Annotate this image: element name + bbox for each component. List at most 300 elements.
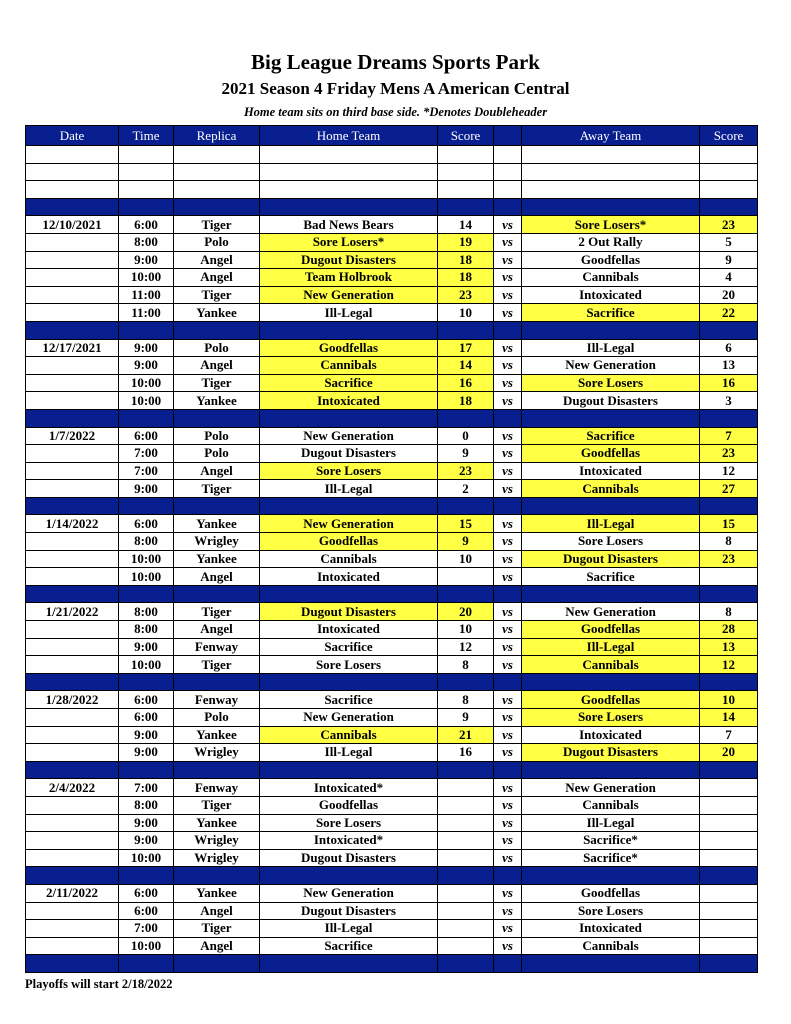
game-date [26, 796, 119, 814]
vs-label: vs [494, 884, 522, 902]
home-score [438, 937, 494, 955]
vs-label: vs [494, 286, 522, 304]
home-score: 18 [438, 392, 494, 410]
away-team: Cannibals [522, 656, 700, 674]
vs-label: vs [494, 638, 522, 656]
home-score: 9 [438, 445, 494, 463]
game-field: Angel [174, 269, 260, 287]
game-time: 7:00 [119, 445, 174, 463]
vs-label: vs [494, 304, 522, 322]
game-field: Yankee [174, 884, 260, 902]
game-date [26, 251, 119, 269]
game-row [26, 374, 758, 392]
home-score [438, 849, 494, 867]
away-team: Cannibals [522, 796, 700, 814]
away-team: Sacrifice [522, 568, 700, 586]
game-time: 6:00 [119, 515, 174, 533]
game-field: Tiger [174, 286, 260, 304]
schedule-note: Home team sits on third base side. *Denotes Doubleheader [243, 105, 548, 119]
away-score: 14 [700, 709, 758, 727]
away-team: Sacrifice [522, 427, 700, 445]
game-time: 9:00 [119, 339, 174, 357]
away-team: Sore Losers* [522, 216, 700, 234]
game-date [26, 656, 119, 674]
away-score: 12 [700, 656, 758, 674]
vs-label: vs [494, 814, 522, 832]
away-score: 13 [700, 357, 758, 375]
home-score [438, 779, 494, 797]
game-row [26, 691, 758, 709]
game-field: Wrigley [174, 744, 260, 762]
game-field: Angel [174, 937, 260, 955]
away-score: 28 [700, 621, 758, 639]
game-row [26, 814, 758, 832]
game-date [26, 937, 119, 955]
game-row [26, 796, 758, 814]
away-team: Intoxicated [522, 286, 700, 304]
game-field: Polo [174, 233, 260, 251]
game-row [26, 445, 758, 463]
away-team: Intoxicated [522, 726, 700, 744]
away-team: Ill-Legal [522, 339, 700, 357]
game-time: 6:00 [119, 216, 174, 234]
game-time: 8:00 [119, 533, 174, 551]
game-time: 9:00 [119, 744, 174, 762]
game-time: 7:00 [119, 920, 174, 938]
away-team: Goodfellas [522, 621, 700, 639]
game-row [26, 462, 758, 480]
vs-label: vs [494, 849, 522, 867]
game-field: Fenway [174, 638, 260, 656]
game-date [26, 304, 119, 322]
home-team: Ill-Legal [260, 304, 438, 322]
away-score [700, 779, 758, 797]
home-score: 8 [438, 691, 494, 709]
game-date [26, 744, 119, 762]
home-team: Bad News Bears [260, 216, 438, 234]
home-team: New Generation [260, 286, 438, 304]
vs-label: vs [494, 233, 522, 251]
home-team: Intoxicated* [260, 779, 438, 797]
game-field: Polo [174, 427, 260, 445]
vs-label: vs [494, 427, 522, 445]
game-field: Tiger [174, 920, 260, 938]
vs-label: vs [494, 392, 522, 410]
game-time: 10:00 [119, 656, 174, 674]
game-row [26, 304, 758, 322]
vs-label: vs [494, 726, 522, 744]
home-team: Cannibals [260, 726, 438, 744]
away-score [700, 902, 758, 920]
game-field: Angel [174, 462, 260, 480]
home-team: Intoxicated [260, 621, 438, 639]
away-score [700, 920, 758, 938]
home-team: Dugout Disasters [260, 902, 438, 920]
game-row [26, 392, 758, 410]
vs-label: vs [494, 709, 522, 727]
game-row [26, 480, 758, 498]
game-row [26, 832, 758, 850]
home-score: 10 [438, 550, 494, 568]
game-time: 8:00 [119, 621, 174, 639]
col-time: Time [119, 126, 174, 146]
vs-label: vs [494, 462, 522, 480]
blank-row [26, 146, 758, 164]
game-row [26, 709, 758, 727]
game-date: 1/14/2022 [26, 515, 119, 533]
game-row [26, 849, 758, 867]
game-field: Tiger [174, 656, 260, 674]
away-team: Goodfellas [522, 691, 700, 709]
home-team: New Generation [260, 709, 438, 727]
home-team: Sacrifice [260, 638, 438, 656]
week-separator [26, 198, 758, 216]
game-time: 11:00 [119, 286, 174, 304]
home-score [438, 902, 494, 920]
game-time: 10:00 [119, 550, 174, 568]
game-row [26, 744, 758, 762]
home-team: Goodfellas [260, 339, 438, 357]
home-score [438, 796, 494, 814]
game-field: Wrigley [174, 832, 260, 850]
game-field: Polo [174, 339, 260, 357]
home-score: 9 [438, 709, 494, 727]
home-score: 10 [438, 304, 494, 322]
game-date [26, 726, 119, 744]
game-row [26, 656, 758, 674]
game-time: 6:00 [119, 884, 174, 902]
game-field: Polo [174, 445, 260, 463]
home-team: Ill-Legal [260, 920, 438, 938]
vs-label: vs [494, 603, 522, 621]
vs-label: vs [494, 445, 522, 463]
vs-label: vs [494, 832, 522, 850]
game-date [26, 533, 119, 551]
col-replica: Replica [174, 126, 260, 146]
game-date [26, 849, 119, 867]
away-score: 16 [700, 374, 758, 392]
away-score: 8 [700, 533, 758, 551]
home-score: 16 [438, 744, 494, 762]
vs-label: vs [494, 480, 522, 498]
game-field: Wrigley [174, 849, 260, 867]
col-vs [494, 126, 522, 146]
game-field: Fenway [174, 779, 260, 797]
blank-row [26, 163, 758, 181]
week-separator [26, 761, 758, 779]
game-time: 9:00 [119, 832, 174, 850]
home-score: 17 [438, 339, 494, 357]
col-away-score: Score [700, 126, 758, 146]
game-field: Tiger [174, 216, 260, 234]
playoffs-note: Playoffs will start 2/18/2022 [25, 977, 173, 991]
away-score [700, 568, 758, 586]
header-row [26, 126, 758, 146]
game-date: 2/4/2022 [26, 779, 119, 797]
home-team: Sore Losers* [260, 233, 438, 251]
week-separator [26, 867, 758, 885]
game-time: 6:00 [119, 902, 174, 920]
away-team: Sacrifice* [522, 832, 700, 850]
game-date [26, 374, 119, 392]
game-time: 6:00 [119, 691, 174, 709]
away-team: Cannibals [522, 269, 700, 287]
col-home-score: Score [438, 126, 494, 146]
away-team: Sacrifice [522, 304, 700, 322]
vs-label: vs [494, 656, 522, 674]
game-field: Tiger [174, 374, 260, 392]
game-row [26, 779, 758, 797]
game-field: Yankee [174, 392, 260, 410]
home-team: Dugout Disasters [260, 603, 438, 621]
game-field: Polo [174, 709, 260, 727]
game-field: Tiger [174, 796, 260, 814]
vs-label: vs [494, 902, 522, 920]
game-row [26, 621, 758, 639]
game-date: 2/11/2022 [26, 884, 119, 902]
home-score: 0 [438, 427, 494, 445]
home-score [438, 884, 494, 902]
away-team: Intoxicated [522, 920, 700, 938]
home-team: Cannibals [260, 357, 438, 375]
game-field: Yankee [174, 550, 260, 568]
page-subtitle: 2021 Season 4 Friday Mens A American Central [221, 79, 570, 98]
home-team: Ill-Legal [260, 744, 438, 762]
game-field: Tiger [174, 603, 260, 621]
away-score [700, 937, 758, 955]
away-score: 20 [700, 286, 758, 304]
game-field: Angel [174, 357, 260, 375]
game-field: Yankee [174, 814, 260, 832]
home-score: 23 [438, 462, 494, 480]
away-team: Dugout Disasters [522, 550, 700, 568]
home-score: 10 [438, 621, 494, 639]
game-row [26, 568, 758, 586]
home-team: Intoxicated [260, 568, 438, 586]
game-time: 10:00 [119, 568, 174, 586]
home-score: 14 [438, 216, 494, 234]
game-date [26, 392, 119, 410]
vs-label: vs [494, 779, 522, 797]
vs-label: vs [494, 937, 522, 955]
away-team: New Generation [522, 357, 700, 375]
game-time: 6:00 [119, 427, 174, 445]
home-score: 9 [438, 533, 494, 551]
home-team: Team Holbrook [260, 269, 438, 287]
week-separator [26, 409, 758, 427]
away-team: Sore Losers [522, 709, 700, 727]
game-field: Tiger [174, 480, 260, 498]
away-team: Sacrifice* [522, 849, 700, 867]
week-separator [26, 585, 758, 603]
game-time: 9:00 [119, 357, 174, 375]
game-field: Angel [174, 621, 260, 639]
away-score: 7 [700, 726, 758, 744]
game-row [26, 726, 758, 744]
col-away-team: Away Team [522, 126, 700, 146]
vs-label: vs [494, 920, 522, 938]
vs-label: vs [494, 796, 522, 814]
away-score: 13 [700, 638, 758, 656]
home-score: 8 [438, 656, 494, 674]
game-row [26, 251, 758, 269]
away-score: 27 [700, 480, 758, 498]
home-team: New Generation [260, 884, 438, 902]
home-score: 18 [438, 269, 494, 287]
game-time: 9:00 [119, 638, 174, 656]
away-score: 23 [700, 216, 758, 234]
game-row [26, 603, 758, 621]
game-date [26, 814, 119, 832]
away-score: 9 [700, 251, 758, 269]
blank-row [26, 181, 758, 199]
away-team: Dugout Disasters [522, 744, 700, 762]
vs-label: vs [494, 691, 522, 709]
vs-label: vs [494, 357, 522, 375]
away-score: 3 [700, 392, 758, 410]
game-date [26, 832, 119, 850]
away-team: Sore Losers [522, 374, 700, 392]
game-date [26, 902, 119, 920]
game-field: Angel [174, 251, 260, 269]
vs-label: vs [494, 515, 522, 533]
home-team: New Generation [260, 515, 438, 533]
away-team: Cannibals [522, 480, 700, 498]
home-team: Sacrifice [260, 374, 438, 392]
game-date: 1/7/2022 [26, 427, 119, 445]
away-score: 5 [700, 233, 758, 251]
away-score [700, 832, 758, 850]
game-time: 9:00 [119, 726, 174, 744]
home-team: Sore Losers [260, 814, 438, 832]
away-team: Sore Losers [522, 902, 700, 920]
vs-label: vs [494, 568, 522, 586]
away-team: Ill-Legal [522, 515, 700, 533]
game-row [26, 515, 758, 533]
week-separator [26, 497, 758, 515]
vs-label: vs [494, 533, 522, 551]
away-team: Ill-Legal [522, 638, 700, 656]
game-date [26, 709, 119, 727]
game-field: Angel [174, 568, 260, 586]
away-score [700, 814, 758, 832]
away-team: Ill-Legal [522, 814, 700, 832]
away-team: Dugout Disasters [522, 392, 700, 410]
home-team: Dugout Disasters [260, 445, 438, 463]
home-score: 20 [438, 603, 494, 621]
schedule-table [25, 125, 758, 973]
game-time: 6:00 [119, 709, 174, 727]
home-team: Sacrifice [260, 691, 438, 709]
home-team: Sore Losers [260, 656, 438, 674]
game-time: 9:00 [119, 814, 174, 832]
week-separator [26, 955, 758, 973]
away-score: 4 [700, 269, 758, 287]
game-date [26, 233, 119, 251]
away-score: 15 [700, 515, 758, 533]
col-home-team: Home Team [260, 126, 438, 146]
home-team: Intoxicated* [260, 832, 438, 850]
home-team: Dugout Disasters [260, 251, 438, 269]
home-team: Goodfellas [260, 533, 438, 551]
vs-label: vs [494, 216, 522, 234]
home-team: Dugout Disasters [260, 849, 438, 867]
game-date: 1/21/2022 [26, 603, 119, 621]
home-score: 2 [438, 480, 494, 498]
away-score: 10 [700, 691, 758, 709]
game-date [26, 621, 119, 639]
vs-label: vs [494, 251, 522, 269]
game-date [26, 920, 119, 938]
game-field: Yankee [174, 304, 260, 322]
away-team: New Generation [522, 603, 700, 621]
game-date: 1/28/2022 [26, 691, 119, 709]
game-date [26, 357, 119, 375]
game-time: 10:00 [119, 269, 174, 287]
home-score [438, 568, 494, 586]
home-score: 15 [438, 515, 494, 533]
week-separator [26, 673, 758, 691]
game-row [26, 233, 758, 251]
home-score: 23 [438, 286, 494, 304]
away-team: New Generation [522, 779, 700, 797]
away-score: 6 [700, 339, 758, 357]
game-time: 7:00 [119, 462, 174, 480]
home-score: 14 [438, 357, 494, 375]
vs-label: vs [494, 374, 522, 392]
away-score: 12 [700, 462, 758, 480]
game-time: 10:00 [119, 849, 174, 867]
home-score: 12 [438, 638, 494, 656]
vs-label: vs [494, 269, 522, 287]
game-date [26, 445, 119, 463]
away-score [700, 796, 758, 814]
game-time: 11:00 [119, 304, 174, 322]
game-row [26, 269, 758, 287]
game-date [26, 638, 119, 656]
game-date [26, 550, 119, 568]
game-row [26, 937, 758, 955]
away-score: 7 [700, 427, 758, 445]
away-score: 22 [700, 304, 758, 322]
game-time: 9:00 [119, 480, 174, 498]
game-row [26, 427, 758, 445]
game-row [26, 533, 758, 551]
game-row [26, 357, 758, 375]
game-date: 12/17/2021 [26, 339, 119, 357]
game-row [26, 286, 758, 304]
home-team: New Generation [260, 427, 438, 445]
game-time: 9:00 [119, 251, 174, 269]
away-score: 23 [700, 445, 758, 463]
home-score [438, 920, 494, 938]
game-row [26, 638, 758, 656]
game-field: Yankee [174, 515, 260, 533]
game-row [26, 902, 758, 920]
away-team: Intoxicated [522, 462, 700, 480]
game-row [26, 920, 758, 938]
game-row [26, 216, 758, 234]
game-time: 8:00 [119, 603, 174, 621]
home-team: Sacrifice [260, 937, 438, 955]
game-date [26, 286, 119, 304]
game-field: Wrigley [174, 533, 260, 551]
game-row [26, 339, 758, 357]
game-time: 10:00 [119, 937, 174, 955]
schedule-body [26, 146, 758, 973]
game-row [26, 884, 758, 902]
away-score: 20 [700, 744, 758, 762]
